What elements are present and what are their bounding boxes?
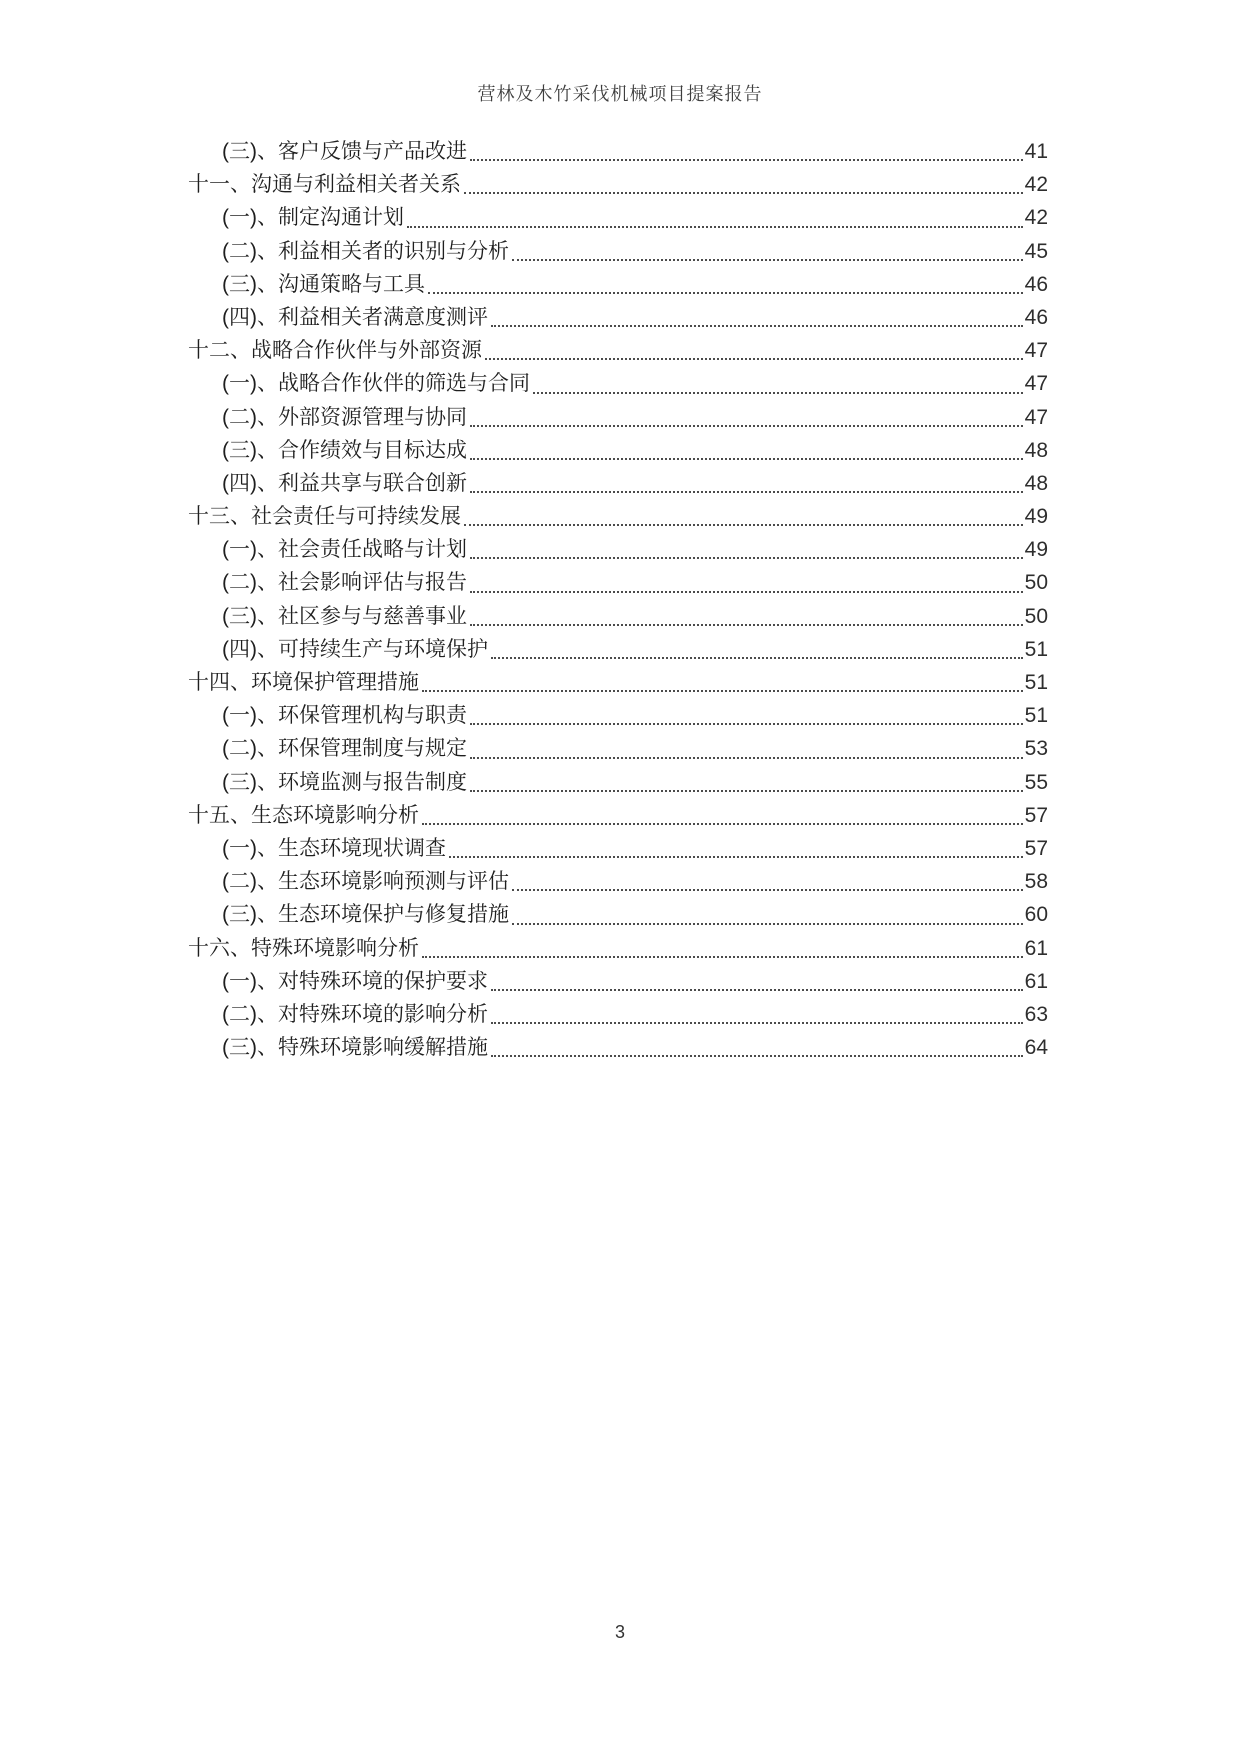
toc-entry-label: (二)、利益相关者的识别与分析 [222, 239, 509, 263]
toc-entry-page: 61 [1024, 936, 1048, 960]
toc-entry-label: (一)、对特殊环境的保护要求 [222, 969, 488, 993]
toc-entry-label: (一)、战略合作伙伴的筛选与合同 [222, 372, 530, 396]
toc-dot-leader [467, 699, 1025, 732]
toc-entry-label: (三)、沟通策略与工具 [222, 272, 425, 296]
toc-entry-label: (二)、对特殊环境的影响分析 [222, 1002, 488, 1026]
toc-entry[interactable] [188, 1031, 1048, 1064]
toc-dot-leader [461, 500, 1025, 533]
toc-dot-leader [482, 334, 1025, 367]
toc-entry[interactable] [188, 201, 1048, 234]
toc-dot-leader [488, 633, 1025, 666]
document-title: 营林及木竹采伐机械项目提案报告 [477, 84, 763, 104]
toc-entry-page: 47 [1024, 339, 1048, 363]
toc-entry-label: (三)、客户反馈与产品改进 [222, 140, 467, 163]
toc-entry[interactable] [188, 666, 1048, 699]
toc-dot-leader [467, 600, 1025, 633]
toc-entry-label: (一)、环保管理机构与职责 [222, 704, 467, 728]
toc-entry-label: (一)、生态环境现状调查 [222, 836, 446, 860]
toc-dot-leader [461, 168, 1025, 201]
toc-entry[interactable] [188, 766, 1048, 799]
toc-dot-leader [488, 998, 1025, 1031]
toc-entry-label: (四)、可持续生产与环境保护 [222, 637, 488, 661]
toc-entry-page: 45 [1024, 239, 1048, 263]
toc-entry-page: 60 [1024, 903, 1048, 927]
toc-entry-label: 十二、战略合作伙伴与外部资源 [188, 339, 482, 363]
toc-entry-page: 57 [1024, 803, 1048, 827]
toc-entry-page: 47 [1024, 372, 1048, 396]
toc-entry[interactable] [188, 500, 1048, 533]
toc-entry[interactable] [188, 135, 1048, 168]
page-header [0, 80, 1240, 106]
toc-entry-page: 63 [1024, 1002, 1048, 1026]
toc-entry[interactable] [188, 467, 1048, 500]
toc-entry[interactable] [188, 832, 1048, 865]
toc-entry-page: 55 [1024, 770, 1048, 794]
toc-entry-label: (二)、生态环境影响预测与评估 [222, 870, 509, 894]
toc-entry-page: 42 [1024, 206, 1048, 230]
toc-entry-page: 57 [1024, 836, 1048, 860]
toc-entry-label: (三)、生态环境保护与修复措施 [222, 903, 509, 927]
toc-entry[interactable] [188, 633, 1048, 666]
toc-entry-page: 51 [1024, 704, 1048, 728]
toc-entry-label: (一)、制定沟通计划 [222, 206, 404, 230]
toc-dot-leader [419, 932, 1025, 965]
toc-entry-label: 十三、社会责任与可持续发展 [188, 505, 461, 529]
toc-entry-label: (二)、外部资源管理与协同 [222, 405, 467, 429]
toc-entry-label: (三)、社区参与与慈善事业 [222, 604, 467, 628]
toc-dot-leader [467, 434, 1025, 467]
toc-entry-page: 50 [1024, 604, 1048, 628]
toc-dot-leader [467, 135, 1025, 168]
toc-dot-leader [509, 235, 1025, 268]
toc-entry-page: 49 [1024, 538, 1048, 562]
toc-entry-page: 48 [1024, 438, 1048, 462]
toc-dot-leader [446, 832, 1025, 865]
toc-entry-label: (三)、合作绩效与目标达成 [222, 438, 467, 462]
toc-dot-leader [530, 367, 1025, 400]
toc-entry-label: (三)、特殊环境影响缓解措施 [222, 1036, 488, 1060]
toc-dot-leader [467, 467, 1025, 500]
toc-dot-leader [509, 898, 1025, 931]
toc-dot-leader [467, 766, 1025, 799]
toc-entry-page: 53 [1024, 737, 1048, 761]
toc-entry-label: (一)、社会责任战略与计划 [222, 538, 467, 562]
toc-list [188, 135, 1048, 1064]
toc-entry[interactable] [188, 732, 1048, 765]
toc-entry[interactable] [188, 434, 1048, 467]
toc-entry[interactable] [188, 268, 1048, 301]
toc-dot-leader [488, 1031, 1025, 1064]
toc-entry[interactable] [188, 600, 1048, 633]
toc-entry[interactable] [188, 965, 1048, 998]
toc-dot-leader [467, 566, 1025, 599]
toc-entry-page: 51 [1024, 671, 1048, 694]
toc-entry-page: 58 [1024, 870, 1048, 894]
toc-entry[interactable] [188, 235, 1048, 268]
toc-entry[interactable] [188, 932, 1048, 965]
toc-entry-page: 47 [1024, 405, 1048, 429]
toc-entry[interactable] [188, 533, 1048, 566]
toc-entry-page: 50 [1024, 571, 1048, 595]
toc-entry[interactable] [188, 334, 1048, 367]
toc-entry-label: 十四、环境保护管理措施 [188, 671, 419, 694]
toc-entry-page: 61 [1024, 969, 1048, 993]
toc-entry-label: 十五、生态环境影响分析 [188, 803, 419, 827]
toc-entry[interactable] [188, 367, 1048, 400]
toc-entry[interactable] [188, 998, 1048, 1031]
toc-entry-label: (三)、环境监测与报告制度 [222, 770, 467, 794]
toc-entry-label: (二)、社会影响评估与报告 [222, 571, 467, 595]
toc-entry[interactable] [188, 799, 1048, 832]
toc-entry-page: 41 [1024, 140, 1048, 163]
toc-dot-leader [404, 201, 1025, 234]
toc-dot-leader [419, 799, 1025, 832]
toc-entry-label: 十六、特殊环境影响分析 [188, 936, 419, 960]
toc-entry-label: (四)、利益相关者满意度测评 [222, 305, 488, 329]
toc-entry-page: 42 [1024, 173, 1048, 197]
toc-entry-page: 64 [1024, 1036, 1048, 1060]
toc-dot-leader [425, 268, 1025, 301]
toc-entry[interactable] [188, 699, 1048, 732]
toc-dot-leader [488, 965, 1025, 998]
toc-dot-leader [467, 401, 1025, 434]
footer-page-number: 3 [614, 1622, 625, 1642]
toc-entry[interactable] [188, 401, 1048, 434]
toc-entry-label: (二)、环保管理制度与规定 [222, 737, 467, 761]
toc-dot-leader [467, 732, 1025, 765]
toc-entry[interactable] [188, 898, 1048, 931]
toc-entry-page: 46 [1024, 272, 1048, 296]
toc-entry[interactable] [188, 865, 1048, 898]
toc-dot-leader [419, 666, 1025, 699]
toc-entry-page: 51 [1024, 637, 1048, 661]
toc-entry[interactable] [188, 168, 1048, 201]
toc-dot-leader [488, 301, 1025, 334]
toc-dot-leader [467, 533, 1025, 566]
toc-entry-label: 十一、沟通与利益相关者关系 [188, 173, 461, 197]
toc-entry-label: (四)、利益共享与联合创新 [222, 471, 467, 495]
toc-entry-page: 46 [1024, 305, 1048, 329]
toc-dot-leader [509, 865, 1025, 898]
toc-entry[interactable] [188, 566, 1048, 599]
toc-entry-page: 48 [1024, 471, 1048, 495]
toc-entry-page: 49 [1024, 505, 1048, 529]
toc-entry[interactable] [188, 301, 1048, 334]
page-footer [0, 1622, 1240, 1643]
